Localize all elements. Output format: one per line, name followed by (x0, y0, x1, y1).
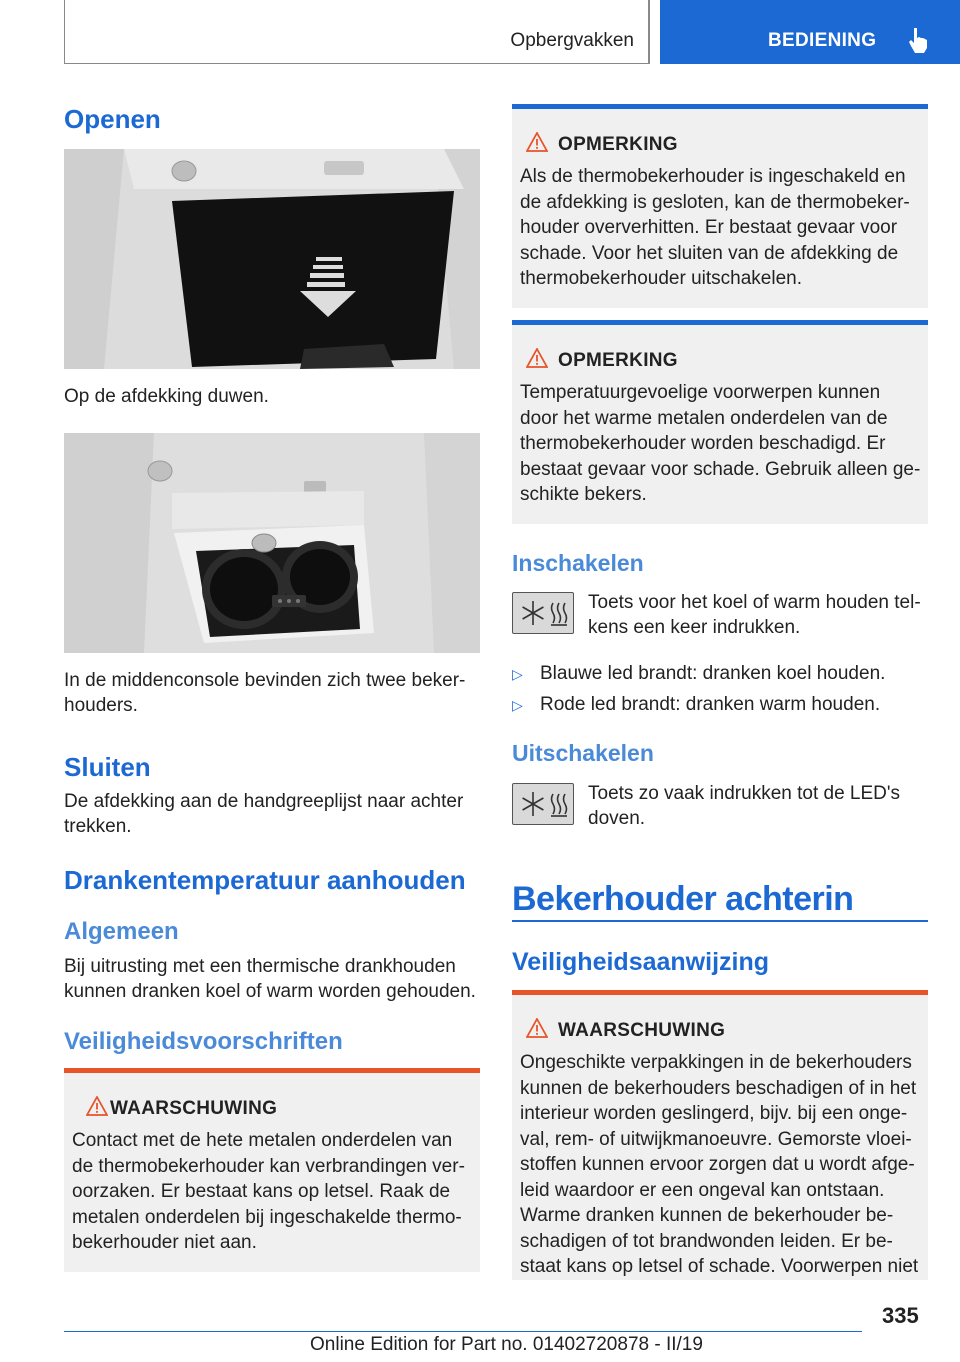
text-line: Toets voor het koel of warm houden tel- (588, 592, 921, 613)
text-line: kens een keer indrukken. (588, 617, 801, 638)
text-line: val, rem- of uitwijkmanoeuvre. Gemorste vloei- (520, 1128, 912, 1150)
text-line: staat kans op letsel of schade. Voorwerpen niet (520, 1256, 919, 1277)
text-line: thermobekerhouder worden beschadigd. Er (520, 433, 886, 454)
text-line: leid waardoor er een ongeval kan ontstaan. (520, 1179, 885, 1201)
warning-box-cupholders (512, 990, 928, 1280)
heading-inschakelen: Inschakelen (512, 550, 644, 576)
note-text (520, 164, 922, 292)
warning-title: WAARSCHUWING (110, 1098, 278, 1119)
text-line: Temperatuurgevoelige voorwerpen kunnen (520, 382, 881, 403)
algemeen-text (64, 954, 476, 1004)
text-line: doven. (588, 808, 646, 829)
section-tab-label: Opbergvakken (510, 30, 634, 51)
heading-bekerhouder-achterin: Bekerhouder achterin (512, 880, 854, 918)
warning-text (520, 1050, 922, 1280)
text-line: de thermobekerhouder kan verbrandingen ver- (72, 1155, 465, 1177)
footer-edition: Online Edition for Part no. 01402720878 - II/19 (310, 1334, 703, 1355)
text-line: kunnen dranken koel of warm worden gehouden. (64, 981, 476, 1002)
note-box-overheat (512, 104, 928, 308)
note-text (520, 380, 922, 508)
warning-triangle-icon (526, 132, 548, 152)
sluiten-text (64, 789, 463, 839)
cupholder-temp-button-icon (512, 783, 574, 825)
text-line: bekerhouder niet aan. (72, 1232, 257, 1253)
text-line: trekken. (64, 816, 132, 837)
heading-veiligheidsvoorschriften: Veiligheidsvoorschriften (64, 1028, 343, 1055)
caption-line: houders. (64, 695, 138, 716)
text-line: de afdekking is gesloten, kan de thermobeker- (520, 191, 910, 213)
caption-push-cover: Op de afdekking duwen. (64, 386, 269, 407)
warning-title: WAARSCHUWING (558, 1020, 726, 1041)
bullet-text: Rode led brandt: dranken warm houden. (540, 694, 881, 715)
text-line: bestaat gevaar voor schade. Gebruik alleen ge- (520, 458, 921, 480)
chapter-tab-label: BEDIENING (768, 30, 877, 51)
heading-openen: Openen (64, 104, 161, 134)
text-line: thermobekerhouder uitschakelen. (520, 268, 803, 289)
warning-triangle-icon (86, 1096, 108, 1116)
warning-box-heat (64, 1068, 480, 1272)
warning-triangle-icon (526, 1018, 548, 1038)
uitschakelen-text (588, 781, 900, 831)
photo-console-cover (64, 149, 480, 369)
inschakelen-text (588, 590, 921, 640)
header-chapter-tab (660, 0, 960, 64)
text-line: Bij uitrusting met een thermische drankhouden (64, 956, 456, 977)
text-line: stoffen kunnen ervoor zorgen dat u wordt afge- (520, 1154, 915, 1175)
heading-sluiten: Sluiten (64, 752, 151, 782)
cupholder-temp-button-icon (512, 592, 574, 634)
text-line: schikte bekers. (520, 484, 647, 505)
caption-line: In de middenconsole bevinden zich twee beker- (64, 670, 466, 691)
warning-bar (64, 1068, 480, 1073)
text-line: Toets zo vaak indrukken tot de LED's (588, 783, 901, 804)
page-number: 335 (882, 1303, 919, 1328)
note-bar (512, 320, 928, 325)
photo-cupholders (64, 433, 480, 653)
heading-drankentemperatuur: Drankentemperatuur aanhouden (64, 865, 466, 895)
note-box-sensitive-objects (512, 320, 928, 524)
note-bar (512, 104, 928, 109)
text-line: Als de thermobekerhouder is ingeschakeld en (520, 166, 906, 187)
warning-text (72, 1128, 474, 1256)
text-line: interieur worden geslingerd, bijv. bij een onge- (520, 1103, 908, 1124)
heading-rule (512, 920, 928, 922)
text-line: Contact met de hete metalen onderdelen van (72, 1130, 453, 1151)
warning-triangle-icon (526, 348, 548, 368)
text-line: metalen onderdelen bij ingeschakelde thermo- (72, 1206, 462, 1228)
heading-uitschakelen: Uitschakelen (512, 740, 654, 766)
bullet-text: Blauwe led brandt: dranken koel houden. (540, 663, 886, 684)
heading-algemeen: Algemeen (64, 918, 179, 945)
note-title: OPMERKING (558, 350, 678, 371)
text-line: houder oververhitten. Er bestaat gevaar voor (520, 217, 898, 238)
list-item (512, 694, 880, 716)
text-line: schadigen of tot brandwonden leiden. Er be- (520, 1230, 893, 1252)
warning-bar (512, 990, 928, 995)
caption-cupholders (64, 668, 465, 718)
note-title: OPMERKING (558, 134, 678, 155)
bullet-triangle-icon: ▷ (512, 697, 523, 713)
footer-rule (64, 1331, 862, 1332)
heading-veiligheidsaanwijzing: Veiligheidsaanwijzing (512, 948, 770, 976)
bullet-triangle-icon: ▷ (512, 666, 523, 682)
text-line: Warme dranken kunnen de bekerhouder be- (520, 1205, 894, 1226)
text-line: schade. Voor het sluiten van de afdekking de (520, 242, 899, 264)
text-line: De afdekking aan de handgreeplijst naar achter (64, 791, 464, 812)
text-line: oorzaken. Er bestaat kans op letsel. Raak de (72, 1181, 451, 1202)
header-section-tab (64, 0, 650, 64)
text-line: kunnen de bekerhouders beschadigen of in het (520, 1077, 917, 1099)
text-line: door het warme metalen onderdelen van de (520, 407, 888, 429)
text-line: Ongeschikte verpakkingen in de bekerhouders (520, 1052, 912, 1073)
list-item (512, 663, 885, 685)
pointing-hand-icon (908, 26, 930, 54)
